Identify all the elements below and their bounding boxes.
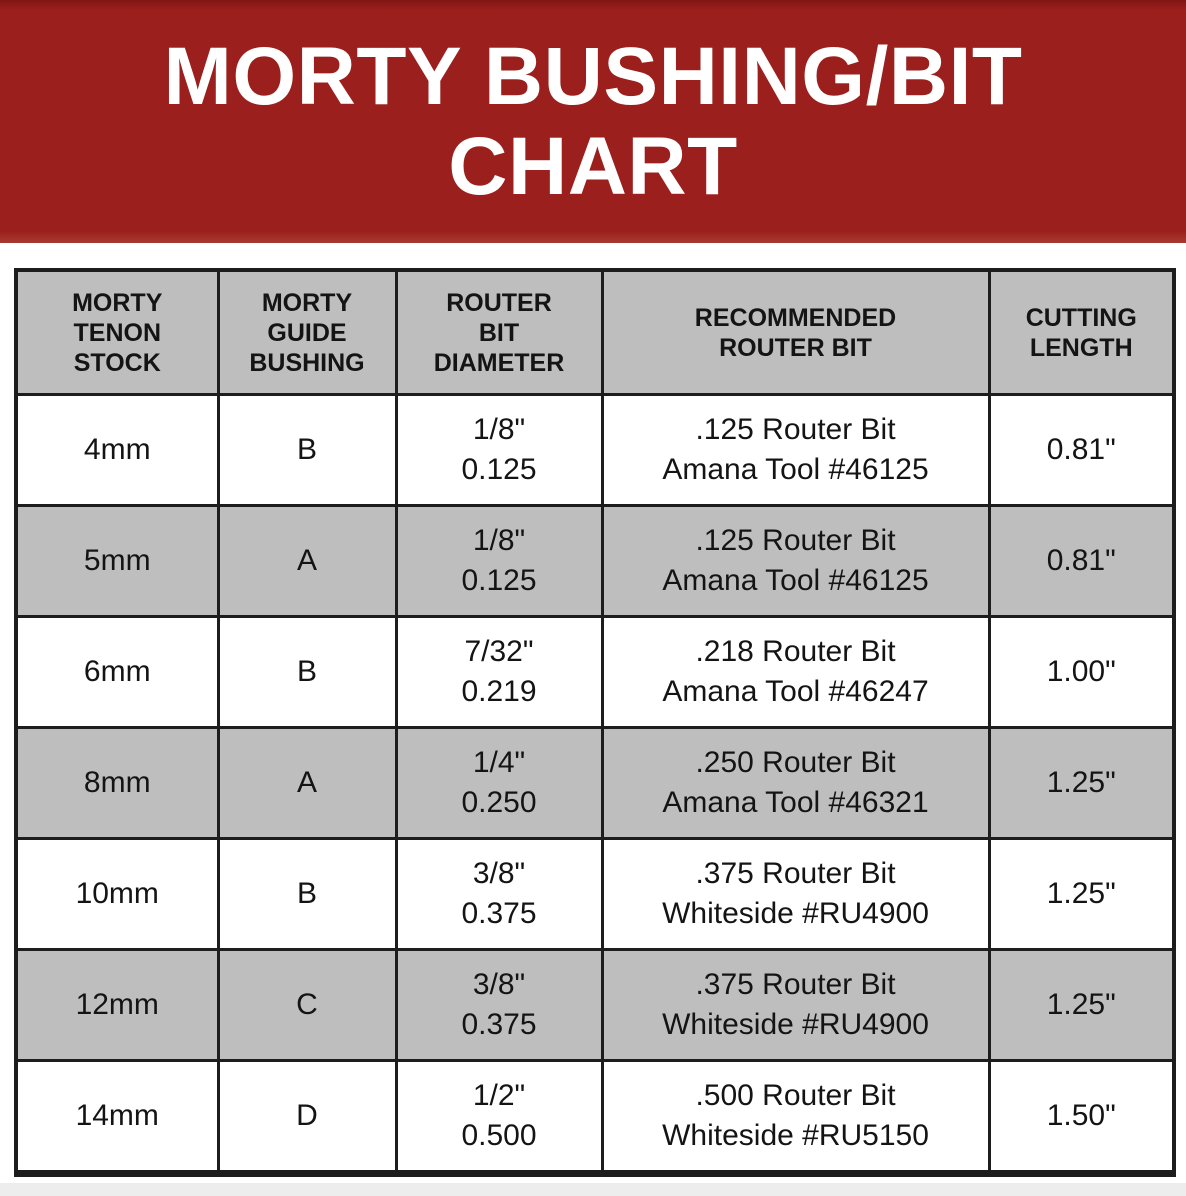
cell-line: 1/4" bbox=[472, 746, 526, 779]
cell-line: Amana Tool #46125 bbox=[662, 453, 929, 486]
cell-cutting-length: 0.81" bbox=[989, 506, 1174, 617]
cell-line: 1/8" bbox=[472, 413, 526, 446]
cell-bit-diameter bbox=[396, 728, 602, 839]
cell-line: 0.500 bbox=[461, 1119, 537, 1152]
column-header-morty-tenon-stock bbox=[16, 270, 218, 395]
cell-line: .375 Router Bit bbox=[695, 857, 896, 890]
header-line: LENGTH bbox=[1029, 333, 1133, 362]
header-line: ROUTER BIT bbox=[719, 333, 872, 362]
cell-bit-diameter bbox=[396, 839, 602, 950]
cell-line: 0.125 bbox=[461, 453, 537, 486]
cell-line: 7/32" bbox=[464, 635, 534, 668]
cell-cutting-length: 1.00" bbox=[989, 617, 1174, 728]
header-line: BUSHING bbox=[249, 348, 365, 377]
cell-cutting-length: 1.25" bbox=[989, 728, 1174, 839]
cell-guide-bushing: A bbox=[218, 506, 396, 617]
cell-line: 1/2" bbox=[472, 1079, 526, 1112]
cell-tenon-stock: 10mm bbox=[16, 839, 218, 950]
cell-line: 0.250 bbox=[461, 786, 537, 819]
column-header-router-bit-diameter bbox=[396, 270, 602, 395]
table-row bbox=[16, 506, 1174, 617]
cell-cutting-length: 1.25" bbox=[989, 950, 1174, 1061]
cell-line: 0.125 bbox=[461, 564, 537, 597]
header-line: BIT bbox=[478, 318, 520, 347]
cell-bit-diameter bbox=[396, 950, 602, 1061]
table-row bbox=[16, 617, 1174, 728]
cell-recommended-bit bbox=[602, 1061, 989, 1174]
cell-line: .250 Router Bit bbox=[695, 746, 896, 779]
cell-guide-bushing: A bbox=[218, 728, 396, 839]
header-line: STOCK bbox=[73, 348, 161, 377]
bushing-bit-table bbox=[14, 268, 1176, 1177]
cell-tenon-stock: 6mm bbox=[16, 617, 218, 728]
bottom-strip bbox=[0, 1183, 1186, 1196]
cell-guide-bushing: B bbox=[218, 617, 396, 728]
table-wrapper bbox=[14, 268, 1172, 1177]
cell-line: .218 Router Bit bbox=[695, 635, 896, 668]
cell-line: Whiteside #RU5150 bbox=[662, 1119, 929, 1152]
column-header-cutting-length bbox=[989, 270, 1174, 395]
cell-recommended-bit bbox=[602, 950, 989, 1061]
header-line: TENON bbox=[73, 318, 161, 347]
header-line: DIAMETER bbox=[433, 348, 565, 377]
cell-line: Amana Tool #46247 bbox=[662, 675, 929, 708]
header-line: CUTTING bbox=[1025, 303, 1137, 332]
cell-tenon-stock: 5mm bbox=[16, 506, 218, 617]
cell-cutting-length: 1.25" bbox=[989, 839, 1174, 950]
cell-recommended-bit bbox=[602, 617, 989, 728]
cell-line: 0.375 bbox=[461, 1008, 537, 1041]
cell-line: 1/8" bbox=[472, 524, 526, 557]
cell-line: .375 Router Bit bbox=[695, 968, 896, 1001]
column-header-recommended-router-bit bbox=[602, 270, 989, 395]
cell-recommended-bit bbox=[602, 839, 989, 950]
table-row bbox=[16, 839, 1174, 950]
cell-tenon-stock: 14mm bbox=[16, 1061, 218, 1174]
table-row bbox=[16, 728, 1174, 839]
table-row bbox=[16, 950, 1174, 1061]
header-line: MORTY bbox=[261, 288, 353, 317]
cell-tenon-stock: 4mm bbox=[16, 395, 218, 506]
title-banner bbox=[0, 0, 1186, 243]
cell-line: 3/8" bbox=[472, 968, 526, 1001]
cell-bit-diameter bbox=[396, 395, 602, 506]
cell-guide-bushing: C bbox=[218, 950, 396, 1061]
cell-bit-diameter bbox=[396, 617, 602, 728]
cell-guide-bushing: B bbox=[218, 395, 396, 506]
cell-line: .125 Router Bit bbox=[695, 413, 896, 446]
cell-line: Whiteside #RU4900 bbox=[662, 1008, 929, 1041]
cell-bit-diameter bbox=[396, 506, 602, 617]
cell-line: 0.219 bbox=[461, 675, 537, 708]
header-line: GUIDE bbox=[267, 318, 347, 347]
cell-tenon-stock: 8mm bbox=[16, 728, 218, 839]
chart-title-line-2: CHART bbox=[448, 120, 738, 212]
cell-recommended-bit bbox=[602, 395, 989, 506]
column-header-morty-guide-bushing bbox=[218, 270, 396, 395]
cell-tenon-stock: 12mm bbox=[16, 950, 218, 1061]
chart-title-line-1: MORTY BUSHING/BIT bbox=[163, 30, 1023, 122]
cell-line: .125 Router Bit bbox=[695, 524, 896, 557]
header-line: MORTY bbox=[72, 288, 163, 317]
cell-guide-bushing: D bbox=[218, 1061, 396, 1174]
header-line: ROUTER bbox=[446, 288, 552, 317]
header-line: RECOMMENDED bbox=[694, 303, 897, 332]
cell-bit-diameter bbox=[396, 1061, 602, 1174]
table-row bbox=[16, 395, 1174, 506]
cell-cutting-length: 0.81" bbox=[989, 395, 1174, 506]
cell-line: Amana Tool #46321 bbox=[662, 786, 929, 819]
cell-line: Whiteside #RU4900 bbox=[662, 897, 929, 930]
cell-line: 3/8" bbox=[472, 857, 526, 890]
cell-line: Amana Tool #46125 bbox=[662, 564, 929, 597]
cell-recommended-bit bbox=[602, 506, 989, 617]
header-row bbox=[16, 270, 1174, 395]
cell-recommended-bit bbox=[602, 728, 989, 839]
cell-line: 0.375 bbox=[461, 897, 537, 930]
cell-line: .500 Router Bit bbox=[695, 1079, 896, 1112]
table-row bbox=[16, 1061, 1174, 1174]
cell-cutting-length: 1.50" bbox=[989, 1061, 1174, 1174]
cell-guide-bushing: B bbox=[218, 839, 396, 950]
